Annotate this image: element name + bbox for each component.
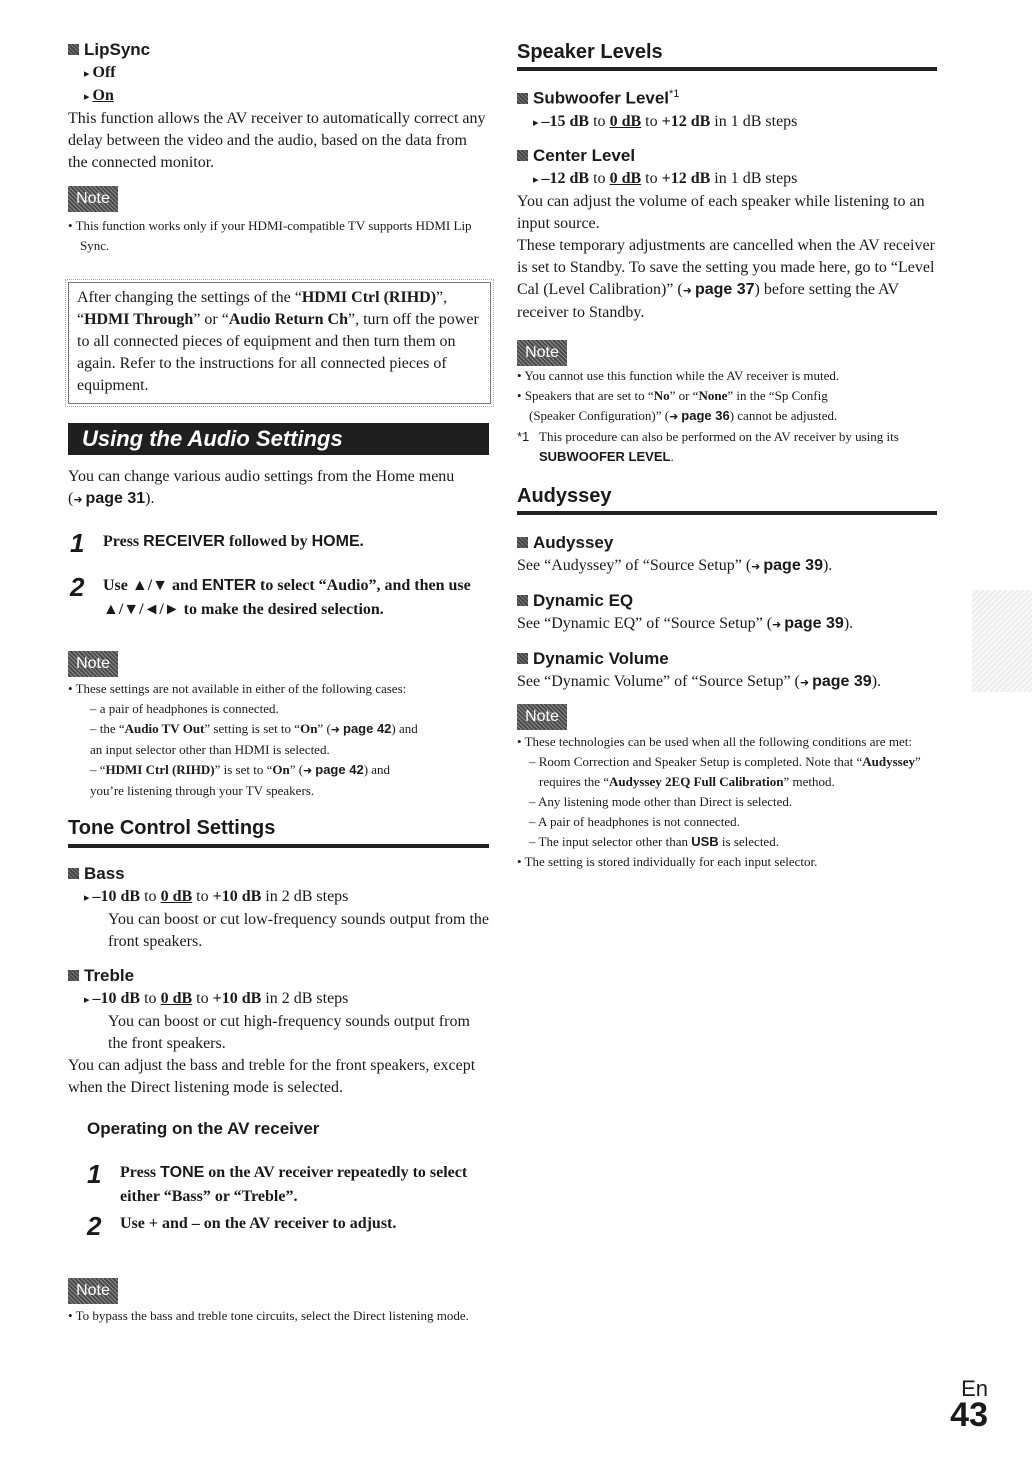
note-item: (Speaker Configuration)” (➜ page 36) cannot be adjusted. [529,408,838,423]
note-badge: Note [517,340,567,366]
triangle-icon: ▸ [84,891,90,904]
note-badge: Note [68,186,118,212]
operating-heading: Operating on the AV receiver [87,1119,320,1138]
arrow-right-icon: ➜ [751,560,761,573]
triangle-icon: ▸ [84,993,90,1006]
note-item: – the “Audio TV Out” setting is set to “On” (➜ page 42) and [90,721,418,736]
note-badge: Note [68,1278,118,1304]
operating-step-2: Use + and – on the AV receiver to adjust. [120,1215,397,1232]
note-item: – Any listening mode other than Direct is selected. [529,794,793,809]
step-number: 1 [70,528,85,558]
treble-heading: Treble [68,966,490,986]
triangle-icon: ▸ [84,90,90,103]
square-bullet-icon [517,150,528,161]
arrow-right-icon: ➜ [799,676,810,689]
treble-description: You can boost or cut high-frequency sounds output from the front speakers. [108,1013,470,1052]
square-bullet-icon [68,970,79,981]
operating-step-1: Press TONE on the AV receiver repeatedly to select either “Bass” or “Treble”. [120,1164,468,1205]
lipsync-option-off: ▸ Off [84,64,116,81]
step-1: Press RECEIVER followed by HOME. [103,533,364,550]
page-ref[interactable]: page 31 [85,490,146,507]
note-item: • Speakers that are set to “No” or “None” in the “Sp Config [517,388,828,403]
step-number: 2 [87,1211,102,1241]
note-item: • You cannot use this function while the AV receiver is muted. [517,368,840,383]
treble-range: ▸ –10 dB to 0 dB to +10 dB in 2 dB steps [84,990,349,1007]
page-ref[interactable]: page 39 [763,557,823,574]
page-ref[interactable]: page 42 [315,762,364,777]
note-item: • These technologies can be used when all the following conditions are met: [517,734,912,749]
note-item: an input selector other than HDMI is selected. [90,742,330,757]
lipsync-section [68,40,490,256]
arrow-right-icon: ➜ [682,284,692,297]
dynamic-volume-reference: See “Dynamic Volume” of “Source Setup” (➜ page 39). [517,673,882,690]
language-label: En [961,1376,988,1401]
dynamic-eq-item [517,591,939,636]
section-rule [68,844,489,848]
note-badge: Note [68,651,118,677]
note-item: • These settings are not available in either of the following cases: [68,681,407,696]
arrow-right-icon: ➜ [669,410,679,423]
speaker-levels-title: Speaker Levels [517,41,663,63]
page-ref[interactable]: page 36 [681,408,730,423]
audio-intro: You can change various audio settings from the Home menu (➜ page 31). [68,468,455,507]
audyssey-section-title: Audyssey [517,485,612,507]
note-item: – The input selector other than USB is selected. [529,834,779,849]
triangle-icon: ▸ [533,173,539,186]
lipsync-description: This function allows the AV receiver to automatically correct any delay between the video and the audio, based on the data from the connected monitor. [68,110,486,171]
hdmi-notice-box: After changing the settings of the “HDMI Ctrl (RIHD)”, “HDMI Through” or “Audio Return Ch”, turn off the power to all connected pieces of equipment and then turn them on again. Refer to the instructions for all connected pieces of equipment. [68,282,491,404]
treble-section [68,966,490,1099]
center-range: ▸ –12 dB to 0 dB to +12 dB in 1 dB steps [533,170,798,187]
bass-section [68,864,490,953]
page-ref[interactable]: page 42 [343,721,392,736]
page-ref[interactable]: page 39 [812,673,872,690]
note-list [517,732,939,872]
subwoofer-section [517,88,939,134]
dynamic-eq-reference: See “Dynamic EQ” of “Source Setup” (➜ page 39). [517,615,854,632]
note-list [68,679,493,801]
square-bullet-icon [517,93,528,104]
note-item: • This function works only if your HDMI-compatible TV supports HDMI Lip Sync. [68,218,472,253]
triangle-icon: ▸ [533,115,539,129]
section-rule [517,511,937,515]
note-item: – a pair of headphones is connected. [90,701,279,716]
step-number: 1 [87,1159,102,1189]
step-2: Use ▲/▼ and ENTER to select “Audio”, and then use ▲/▼/◄/► to make the desired selection. [103,577,471,618]
note-item: you’re listening through your TV speakers. [90,783,315,798]
square-bullet-icon [517,595,528,606]
page-number: 43 [950,1396,988,1434]
section-banner: Using the Audio Settings [68,423,489,455]
subwoofer-range: ▸ –15 dB to 0 dB to +12 dB in 1 dB steps [533,112,798,130]
lipsync-heading: LipSync [68,40,490,60]
arrow-right-icon: ➜ [772,618,782,631]
audyssey-reference: See “Audyssey” of “Source Setup” (➜ page 39). [517,557,833,574]
arrow-right-icon: ➜ [330,723,340,736]
note-item: • The setting is stored individually for each input selector. [517,854,818,869]
page-ref[interactable]: page 37 [694,281,755,298]
dynamic-eq-heading: Dynamic EQ [517,591,939,611]
page-ref[interactable]: page 39 [784,615,844,632]
dynamic-volume-heading: Dynamic Volume [517,649,939,669]
thumb-index-tab [972,590,1032,692]
audyssey-heading: Audyssey [517,533,939,553]
bass-description: You can boost or cut low-frequency sounds output from the front speakers. [108,911,489,950]
square-bullet-icon [517,537,528,548]
note-item: • To bypass the bass and treble tone circuits, select the Direct listening mode. [68,1308,469,1323]
arrow-right-icon: ➜ [303,764,313,777]
subwoofer-heading: Subwoofer Level$^{*1}$ [517,88,939,109]
tone-section-title: Tone Control Settings [68,817,276,839]
note-item: – A pair of headphones is not connected. [529,814,740,829]
note-list [517,366,939,467]
note-badge: Note [517,704,567,730]
dynamic-volume-item [517,649,939,694]
section-rule [517,67,937,71]
center-heading: Center Level [517,146,939,166]
footnote: *1 This procedure can also be performed on the AV receiver by using its SUBWOOFER LEVEL. [517,429,899,464]
speaker-paragraph-1: You can adjust the volume of each speaker while listening to an input source. [517,193,925,232]
arrow-right-icon: ➜ [73,493,83,506]
center-section [517,146,939,324]
audyssey-item [517,533,939,578]
note-item: – Room Correction and Speaker Setup is completed. Note that “Audyssey” requires the “Audyssey 2EQ Full Calibration” method. [529,754,921,789]
triangle-icon: ▸ [84,67,90,80]
lipsync-option-on: ▸ On [84,87,114,104]
square-bullet-icon [68,44,79,55]
square-bullet-icon [517,653,528,664]
square-bullet-icon [68,868,79,879]
tone-paragraph: You can adjust the bass and treble for the front speakers, except when the Direct listening mode is selected. [68,1057,476,1096]
note-item: – “HDMI Ctrl (RIHD)” is set to “On” (➜ page 42) and [90,762,391,777]
step-number: 2 [70,572,85,602]
speaker-paragraph-2: These temporary adjustments are cancelled when the AV receiver is set to Standby. To save the setting you made here, go to “Level Cal (Level Calibration)” (➜ page 37) before setting the AV receiver to Standby. [517,237,935,321]
bass-heading: Bass [68,864,490,884]
bass-range: ▸ –10 dB to 0 dB to +10 dB in 2 dB steps [84,888,349,905]
